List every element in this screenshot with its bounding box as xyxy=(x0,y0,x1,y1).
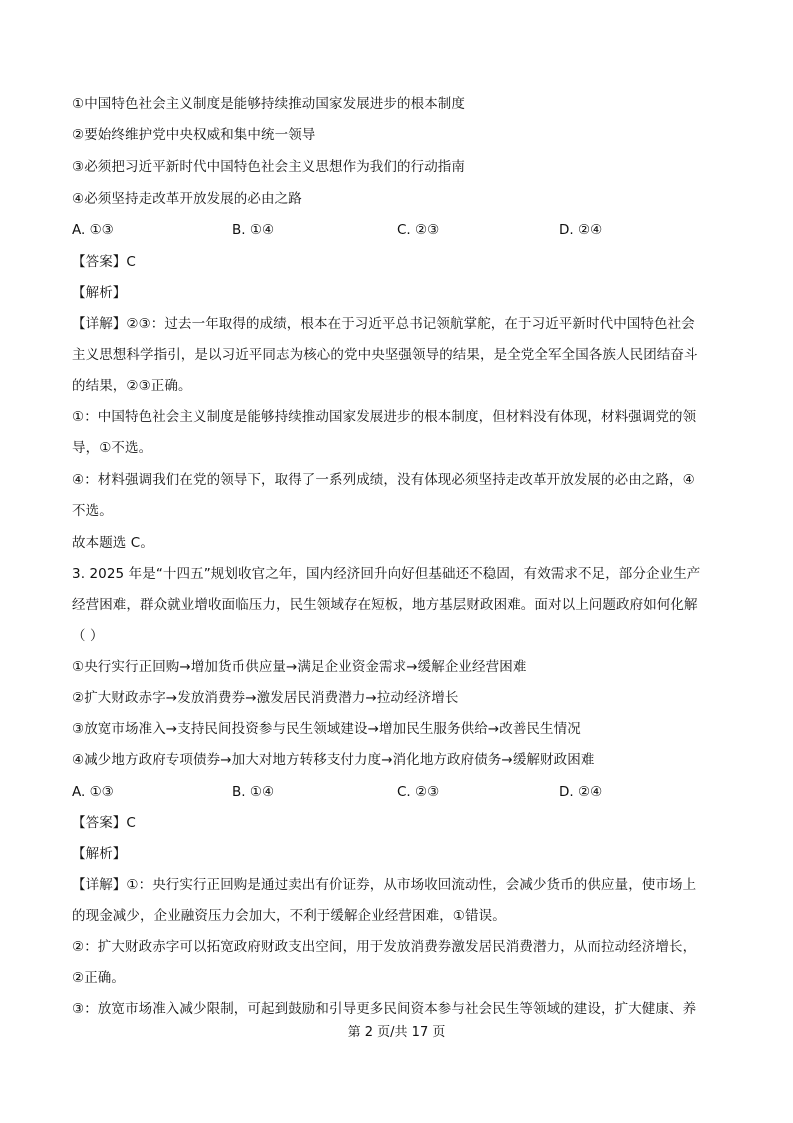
q2-statement-4: ④必须坚持走改革开放发展的必由之路 xyxy=(72,191,302,207)
q3-option-a: A. ①③ xyxy=(72,784,114,800)
q2-statement-2: ②要始终维护党中央权威和集中统一领导 xyxy=(72,127,316,143)
q3-option-b: B. ①④ xyxy=(232,784,275,800)
q3-statement-1: ①央行实行正回购→增加货币供应量→满足企业资金需求→缓解企业经营困难 xyxy=(72,659,527,675)
q2-detail-line: 导，①不选。 xyxy=(72,440,153,456)
q3-detail-line: 的现金减少，企业融资压力会加大，不利于缓解企业经营困难，①错误。 xyxy=(72,908,506,924)
q2-option-c: C. ②③ xyxy=(397,222,440,238)
q2-detail-line: ①：中国特色社会主义制度是能够持续推动国家发展进步的根本制度，但材料没有体现，材料强调党的领 xyxy=(72,409,697,425)
q2-analysis-heading: 【解析】 xyxy=(72,285,127,301)
q3-analysis-heading: 【解析】 xyxy=(72,846,127,862)
q2-option-d: D. ②④ xyxy=(559,222,603,238)
q3-statement-3: ③放宽市场准入→支持民间投资参与民生领域建设→增加民生服务供给→改善民生情况 xyxy=(72,721,581,737)
q2-statement-3: ③必须把习近平新时代中国特色社会主义思想作为我们的行动指南 xyxy=(72,159,466,175)
q3-stem-blank: （ ） xyxy=(72,628,104,644)
q2-detail-line: ④：材料强调我们在党的领导下，取得了一系列成绩，没有体现必须坚持走改革开放发展的必由之路，④ xyxy=(72,472,695,488)
q3-detail-line: ②正确。 xyxy=(72,970,126,986)
q3-detail-line: ②：扩大财政赤字可以拓宽政府财政支出空间，用于发放消费券激发居民消费潜力，从而拉动经济增长， xyxy=(72,939,697,955)
q3-statement-2: ②扩大财政赤字→发放消费券→激发居民消费潜力→拉动经济增长 xyxy=(72,690,459,706)
q2-detail-line: 主义思想科学指引，是以习近平同志为核心的党中央坚强领导的结果，是全党全军全国各族人民团结奋斗 xyxy=(72,347,698,363)
q2-detail-line: 的结果，②③正确。 xyxy=(72,378,192,394)
q3-detail-line: 【详解】①：央行实行正回购是通过卖出有价证券，从市场收回流动性，会减少货币的供应量，使市场上 xyxy=(72,877,697,893)
q2-option-b: B. ①④ xyxy=(232,222,275,238)
q2-detail-line: 故本题选 C。 xyxy=(72,535,154,551)
q3-answer: 【答案】C xyxy=(72,815,136,831)
q3-option-c: C. ②③ xyxy=(397,784,440,800)
q2-detail-line: 【详解】②③：过去一年取得的成绩，根本在于习近平总书记领航掌舵，在于习近平新时代中国特色社会 xyxy=(72,316,695,332)
q2-statement-1: ①中国特色社会主义制度是能够持续推动国家发展进步的根本制度 xyxy=(72,96,466,112)
q3-detail-line: ③：放宽市场准入减少限制，可起到鼓励和引导更多民间资本参与社会民生等领域的建设，扩大健康、养 xyxy=(72,1001,697,1017)
q3-stem-line: 3. 2025 年是“十四五”规划收官之年，国内经济回升向好但基础还不稳固，有效需求不足，部分企业生产 xyxy=(72,566,701,582)
q2-option-a: A. ①③ xyxy=(72,222,114,238)
q3-statement-4: ④减少地方政府专项债券→加大对地方转移支付力度→消化地方政府债务→缓解财政困难 xyxy=(72,752,595,768)
q3-stem-line: 经营困难，群众就业增收面临压力，民生领域存在短板，地方基层财政困难。面对以上问题政府如何化解 xyxy=(72,597,698,613)
q2-answer: 【答案】C xyxy=(72,254,136,270)
page-number-footer: 第 2 页/共 17 页 xyxy=(347,1025,446,1040)
q2-detail-line: 不选。 xyxy=(72,503,113,519)
q3-option-d: D. ②④ xyxy=(559,784,603,800)
